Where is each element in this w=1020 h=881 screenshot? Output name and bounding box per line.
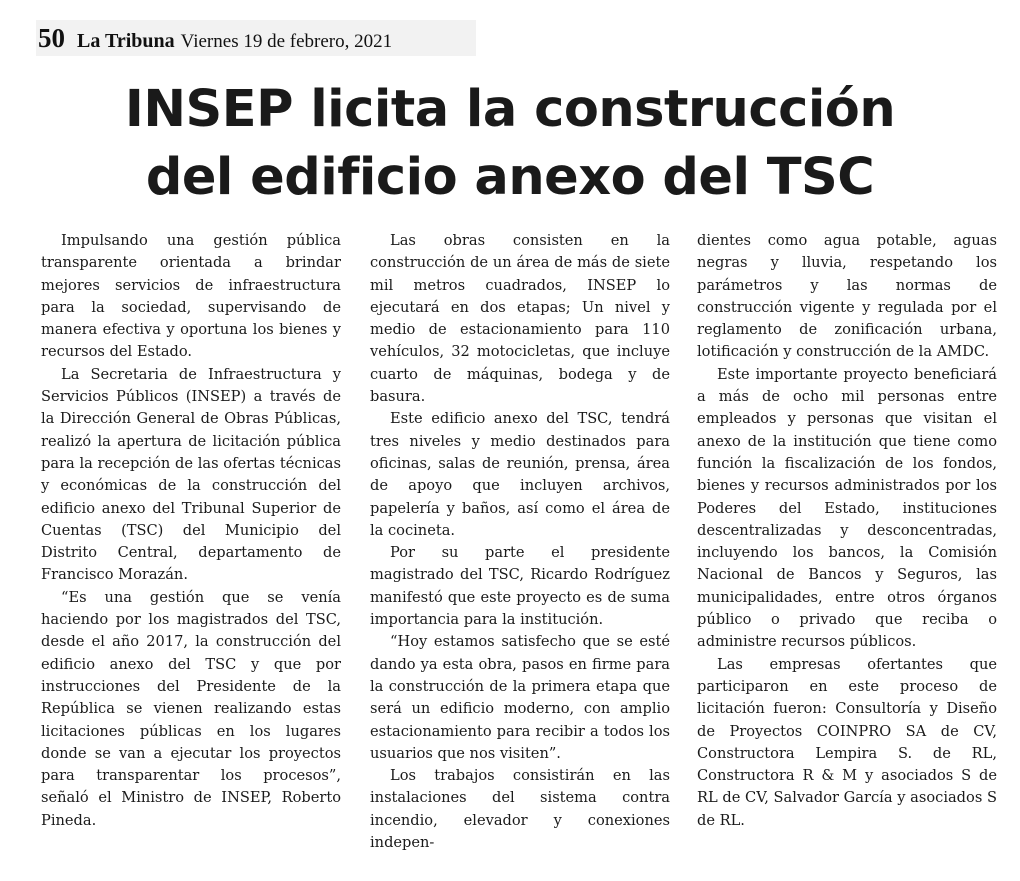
article-column-3 [697, 230, 997, 830]
paragraph: “Hoy estamos satisfecho que se esté dando ya esta obra, pasos en firme para la construcción de la primera etapa que será un edificio moderno, con amplio estacionamiento para recibir a todos los usuarios que nos visiten”. [370, 633, 670, 762]
article-column-1 [41, 230, 341, 830]
paragraph: La Secretaria de Infraestructura y Servicios Públicos (INSEP) a través de la Dirección General de Obras Públicas, realizó la apertura de licitación pública para la recepción de las ofertas técnicas y económicas de la construcción del edificio anexo del Tribunal Superior de Cuentas (TSC) del Municipio del Distrito Central, departamento de Francisco Morazán. [41, 365, 341, 584]
paragraph: Este importante proyecto beneficiará a más de ocho mil personas entre empleados y personas que visitan el anexo de la institución que tiene como función la fiscalización de los fondos, bienes y recursos administrados por los Poderes del Estado, instituciones descentralizadas y desconcentradas, incluyendo los bancos, la Comisión Nacional de Bancos y Seguros, las municipalidades, entre otros órganos público o privado que reciba o administre recursos públicos. [697, 365, 997, 651]
headline-line-1: INSEP licita la construcción [124, 80, 896, 139]
paragraph: “Es una gestión que se venía haciendo por los magistrados del TSC, desde el año 2017, la construcción del edificio anexo del TSC y que por instrucciones del Presidente de la República se vienen realizando estas licitaciones públicas en los lugares donde se van a ejecutar los proyectos para transparentar los procesos”, señaló el Ministro de INSEP, Roberto Pineda. [41, 588, 341, 829]
paragraph: Las obras consisten en la construcción de un área de más de siete mil metros cuadrados, INSEP lo ejecutará en dos etapas; Un nivel y medio de estacionamiento para 110 vehículos, 32 motocicletas, que incluye cuarto de máquinas, bodega y de basura. [370, 232, 670, 406]
article-column-2 [370, 230, 670, 852]
paragraph: Por su parte el presidente magistrado del TSC, Ricardo Rodríguez manifestó que este proyecto es de suma importancia para la institución. [370, 544, 670, 629]
publication-date: Viernes 19 de febrero, 2021 [180, 31, 393, 52]
headline-line-2: del edificio anexo del TSC [145, 148, 875, 207]
page-number: 50 [38, 23, 65, 53]
newspaper-name: La Tribuna [77, 30, 175, 52]
paragraph: Este edificio anexo del TSC, tendrá tres niveles y medio destinados para oficinas, salas de reunión, prensa, área de apoyo que incluyen archivos, papelería y baños, así como el área de la cocineta. [370, 410, 670, 539]
paragraph: Impulsando una gestión pública transparente orientada a brindar mejores servicios de infraestructura para la sociedad, supervisando de manera efectiva y oportuna los bienes y recursos del Estado. [41, 232, 341, 361]
page-header [36, 20, 476, 56]
paragraph: Los trabajos consistirán en las instalaciones del sistema contra incendio, elevador y conexiones indepen- [370, 767, 670, 852]
paragraph: dientes como agua potable, aguas negras y lluvia, respetando los parámetros y las normas de construcción vigente y regulada por el reglamento de zonificación urbana, lotificación y construcción de la AMDC. [697, 232, 997, 361]
paragraph: Las empresas ofertantes que participaron en este proceso de licitación fueron: Consultoría y Diseño de Proyectos COINPRO SA de CV, Constructora Lempira S. de RL, Constructora R & M y asociados S de RL de CV, Salvador García y asociados S de RL. [697, 655, 997, 829]
article-headline [22, 76, 998, 212]
